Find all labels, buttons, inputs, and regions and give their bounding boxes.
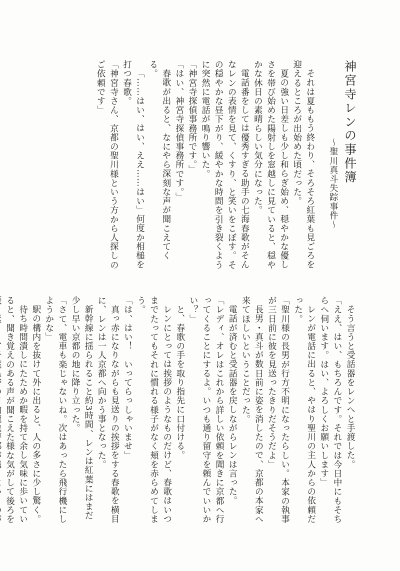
paragraph: それは夏ももう終わり、そろそろ紅葉も見ごろを迎えるところが出始めた頃だった。 (291, 60, 315, 269)
paragraph: 電話が済むと受話器を戻しながらレンは言った。 (227, 304, 238, 505)
paragraph: と、春歌の手を取り指先に口付ける。 (174, 304, 185, 460)
paragraph: 新幹線に揺られること約3時間、レンは紅葉にはまだ少し早い京都の地に降り立った。 (70, 296, 94, 520)
paragraph: 電話番をしては優秀すぎる助手の七海春歌がそんなレンの表情を見て、くすり、と笑いをこぼす。その穏やかな昼下がり、緩やかな時間を引き裂くように突然に電話が鳴り響いた。 (200, 60, 250, 270)
dialogue-line: 「神宮寺探偵事務所です。」 (186, 60, 197, 174)
paragraph: 春歌が出ると、なにやら深刻な声が聞こえてくる。 (147, 60, 171, 260)
dialogue-line: 「はい、神宮寺探偵事務所です。」 (173, 60, 184, 202)
paragraph: 「……はい、はい、ええ……はい」何度か相槌を打つ春歌。 (121, 60, 145, 269)
paragraph: 長男・真斗が数日前に姿を消したので、京都の本家へ来てほしいということだった。 (240, 296, 264, 523)
lower-text-block (4, 296, 356, 528)
upper-text-block (44, 60, 356, 272)
paragraph: 夏の強い日差しも少し和らぎ始め、穏やかな優しさを帯び始めた陽射しを窓越しに見ていると、穏やかな休日の素晴らしい気分になった。 (252, 60, 289, 270)
dialogue-line: 「は、はい！ いってらっしゃいませ」 (122, 296, 133, 460)
paragraph: 真っ赤になりながらも見送りの挨拶をする春歌を横目に、レンは一人京都へ向かう事となった。 (96, 296, 120, 523)
paragraph: レンが電話に出ると、やはり聖川の主人からの依頼だった。 (292, 296, 316, 523)
dialogue-line: 「さて、電車も楽じゃないね。次はあったら飛行機にしようかな」 (43, 296, 67, 524)
dialogue-line: 「ええ、はい、もちろんです。それでは今日中にもそちらへ伺います。はい、よろしくお願いします」 (318, 296, 342, 524)
paragraph: レンにとっては挨拶のようなものだけど、春歌はいつまでたってもそれに慣れる様子がなく頬を赤らめてしまう。 (135, 296, 172, 524)
paragraph: 駅の構内を抜けて外に出ると、人の多さに少し驚く。 (30, 304, 41, 523)
story-subtitle: ～聖川真斗失踪事件～ (327, 138, 338, 229)
story-title: 神宮寺レンの事件簿 (343, 60, 357, 185)
dialogue-line: 「神宮寺さん、京都の聖川様という方から人探しのご依頼です」 (95, 60, 119, 270)
paragraph: 待ち時間潰しにたためか暇を持て余し気味に歩いていると、聞き覚えのある声が聞こえた様な気がして後ろを (4, 296, 28, 524)
dialogue-line: 「聖川様の長男が行方不明になったらしい。本家の執事が三日前に彼を見送ったきりだそうだよ」 (266, 296, 290, 524)
dialogue-line: 「レディ、オレはこれから詳しい依頼を聞きに京都へ行ってくることにするよ。いつも通り留守を頼んでいいかい？」 (187, 296, 225, 524)
paragraph: そう言うと受話器をレンへと手渡した。 (345, 304, 355, 469)
